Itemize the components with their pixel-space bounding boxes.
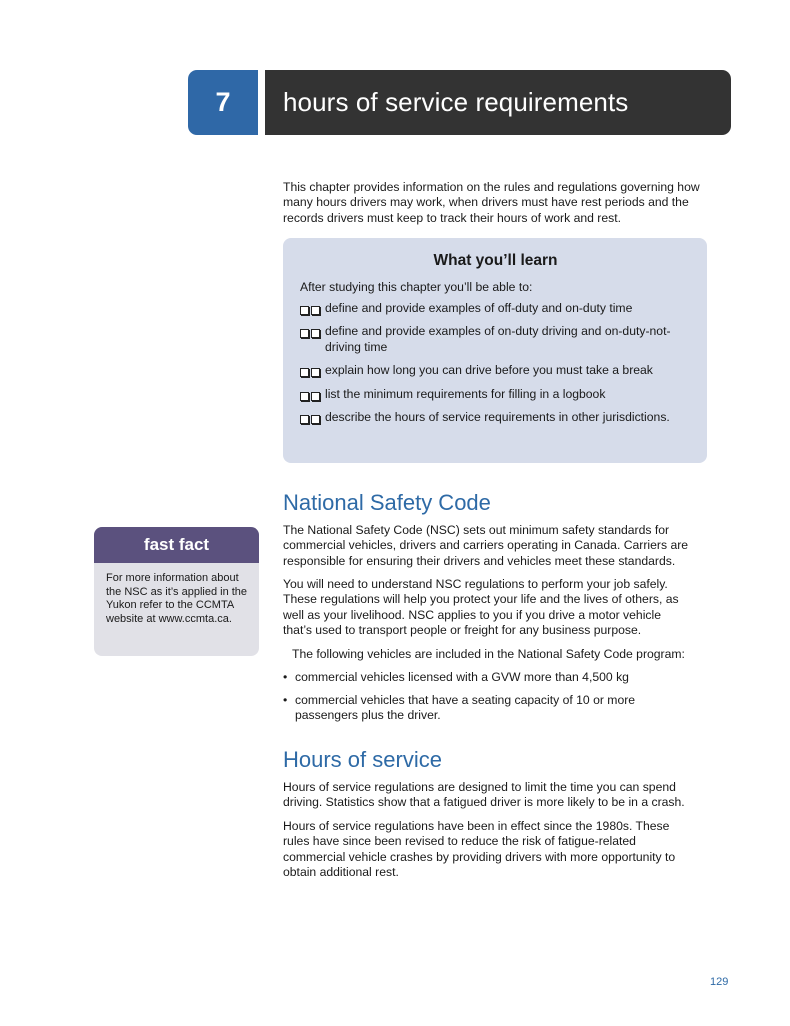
fast-fact-sidebar	[94, 527, 259, 656]
objective-item	[300, 324, 691, 355]
checkbox-icon	[300, 413, 322, 422]
objective-item	[300, 410, 691, 425]
hours-of-service-heading: Hours of service	[283, 747, 442, 772]
chapter-title-bar	[265, 70, 731, 135]
checkbox-icon	[300, 327, 322, 336]
bullet-icon: •	[283, 693, 288, 707]
nsc-paragraph-1: The National Safety Code (NSC) sets out minimum safety standards for commercial vehicles, drivers and carriers operating in Canada. Carriers are responsible for ensuring their drivers and vehicles meet these standards.	[283, 523, 689, 568]
bullet-icon: •	[283, 670, 288, 684]
nsc-bullet	[283, 693, 663, 724]
learning-objectives-title: What you’ll learn	[433, 252, 558, 269]
objective-item	[300, 387, 691, 402]
checkbox-icon	[300, 390, 322, 399]
intro-paragraph: This chapter provides information on the rules and regulations governing how many hours drivers may work, when drivers must have rest periods and the records drivers must keep to track their hours of work and rest.	[283, 180, 700, 225]
hos-paragraph-1: Hours of service regulations are designed to limit the time you can spend driving. Statistics show that a fatigued driver is more likely to be in a crash.	[283, 780, 685, 810]
chapter-title: hours of service requirements	[283, 87, 629, 117]
fast-fact-body: For more information about the NSC as it’s applied in the Yukon refer to the CCMTA website at www.ccmta.ca.	[106, 572, 248, 625]
objective-text: explain how long you can drive before you must take a break	[325, 363, 653, 378]
chapter-number-badge	[188, 70, 258, 135]
objective-text: define and provide examples of off-duty and on-duty time	[325, 301, 633, 315]
hos-paragraph-2: Hours of service regulations have been in effect since the 1980s. These rules have since been revised to reduce the risk of fatigue-related commercial vehicle crashes by providing drivers with more opportunity to obtain additional rest.	[283, 819, 676, 880]
fast-fact-title: fast fact	[94, 527, 259, 563]
nsc-paragraph-3: The following vehicles are included in the National Safety Code program:	[292, 647, 685, 661]
objective-item	[300, 363, 691, 378]
checkbox-icon	[300, 304, 322, 313]
nsc-bullet	[283, 670, 683, 685]
chapter-number: 7	[215, 87, 231, 117]
learning-objectives-list	[300, 301, 691, 425]
nsc-bullet-text: commercial vehicles that have a seating capacity of 10 or more passengers plus the driver.	[295, 693, 636, 723]
page-number: 129	[710, 976, 729, 988]
learning-objectives-lead: After studying this chapter you’ll be able to:	[300, 280, 533, 294]
nsc-bullet-text: commercial vehicles licensed with a GVW more than 4,500 kg	[295, 670, 629, 684]
objective-item	[300, 301, 691, 316]
learning-objectives-box	[283, 238, 707, 463]
nsc-heading: National Safety Code	[283, 490, 491, 515]
objective-text: list the minimum requirements for filling in a logbook	[325, 386, 606, 401]
checkbox-icon	[300, 366, 322, 375]
objective-text: describe the hours of service requirements in other jurisdictions.	[325, 410, 670, 425]
objective-text: define and provide examples of on-duty driving and on-duty-not-driving time	[325, 324, 671, 354]
nsc-paragraph-2: You will need to understand NSC regulations to perform your job safely. These regulations will help you protect your life and the lives of others, as well as your livelihood. NSC applies to you if you drive a motor vehicle that’s used to transport people or freight for any business purpose.	[283, 577, 679, 638]
